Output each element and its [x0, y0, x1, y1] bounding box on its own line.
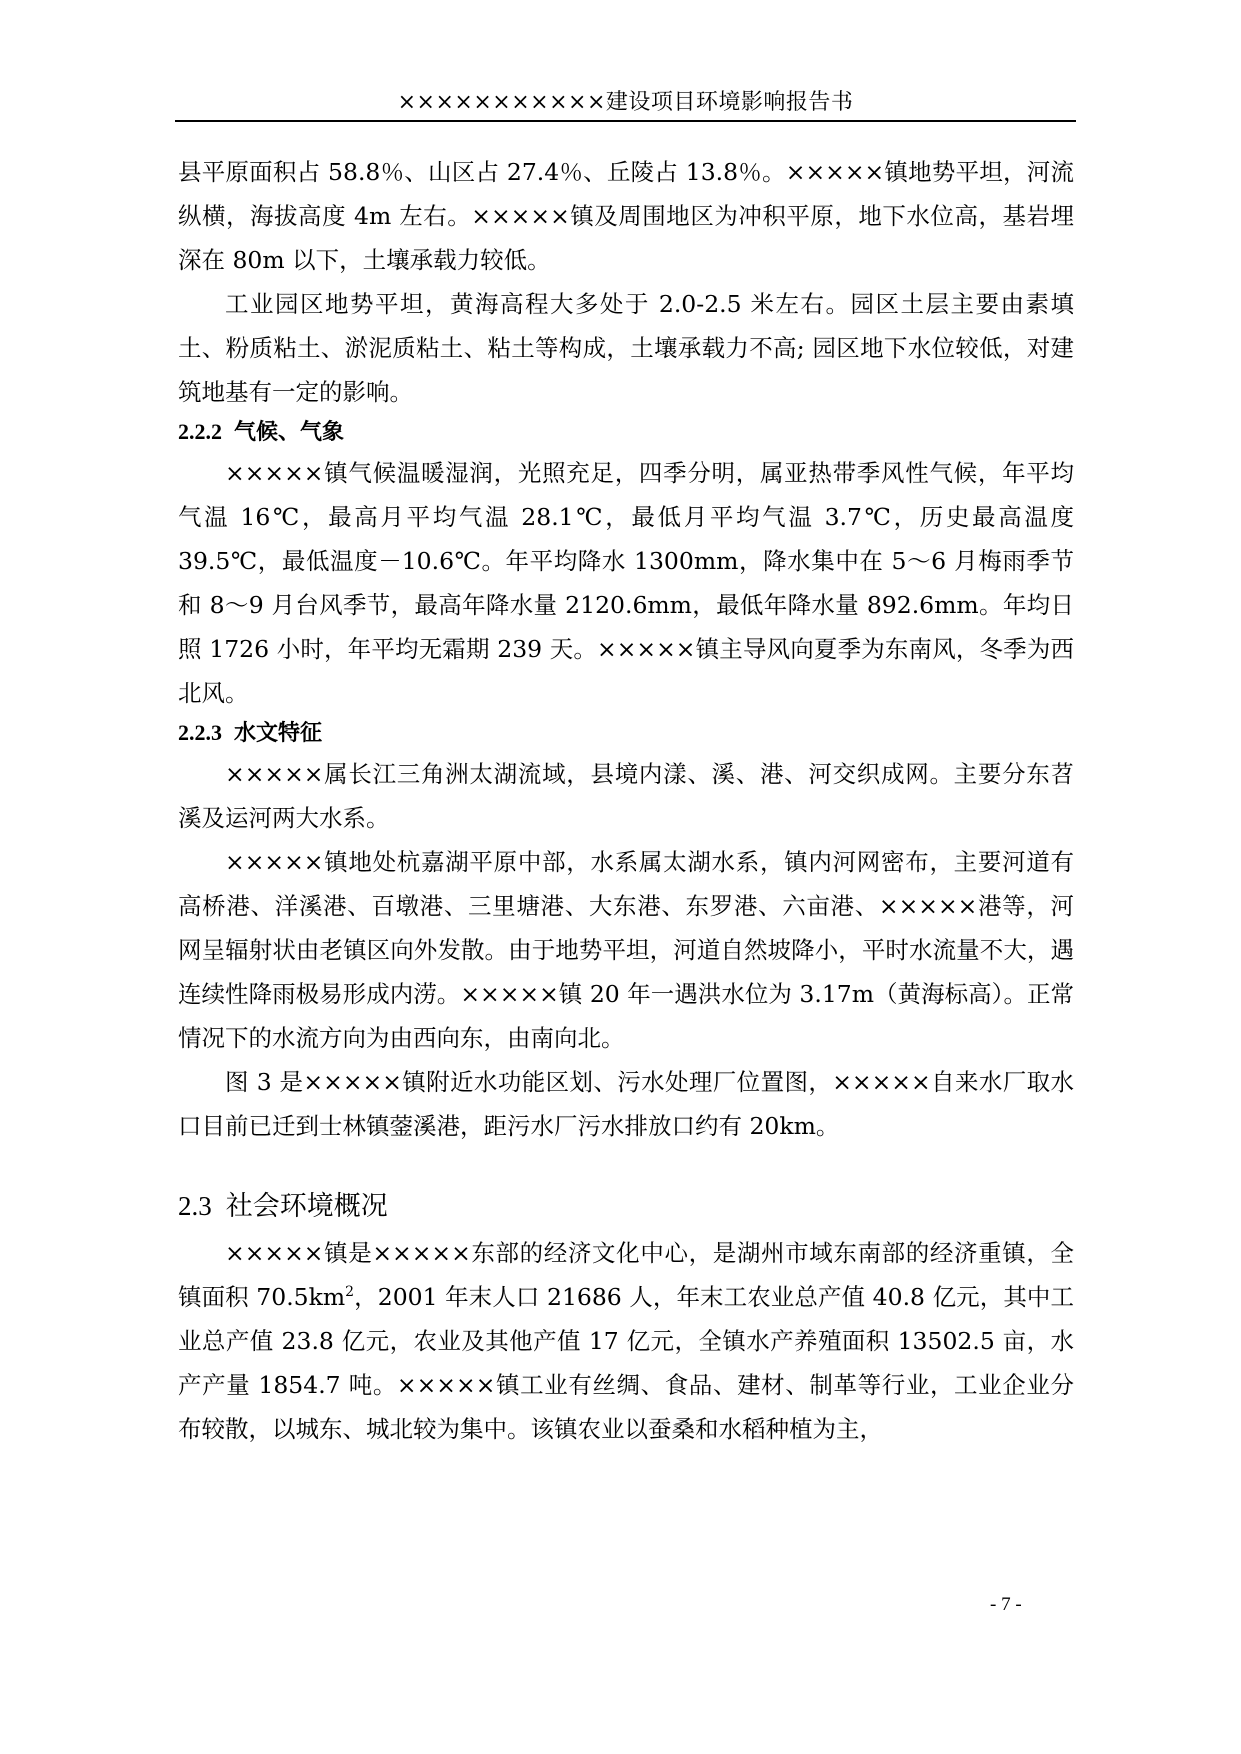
paragraph-social-part2: ，2001 年末人口 21686 人，年末工农业总产值 40.8 亿元，其中工业总产值 23.8 亿元，农业及其他产值 17 亿元，全镇水产养殖面积 13502.5 亩，水产产量 1854.7 吨。×××××镇工业有丝绸、食品、建材、制革等行业，工业企业分布较散，以城东、城北较为集中。该镇农业以蚕桑和水稻种植为主，	[178, 1283, 1074, 1443]
paragraph-hydrology-2: ×××××镇地处杭嘉湖平原中部，水系属太湖水系，镇内河网密布，主要河道有高桥港、洋溪港、百墩港、三里塘港、大东港、东罗港、六亩港、×××××港等，河网呈辐射状由老镇区向外发散。由于地势平坦，河道自然坡降小，平时水流量不大，遇连续性降雨极易形成内涝。×××××镇 20 年一遇洪水位为 3.17m（黄海标高）。正常情况下的水流方向为由西向东，由南向北。	[178, 848, 1074, 1052]
section-number: 2.3	[178, 1191, 212, 1221]
section-number: 2.2.2	[178, 419, 222, 444]
section-title: 水文特征	[234, 721, 323, 746]
paragraph-social-part1: ×××××镇是×××××东部的经济文化中心，是湖州市域东南部的经济重镇，全镇面积 70.5km	[178, 1239, 1074, 1311]
superscript-2: 2	[345, 1284, 355, 1301]
paragraph-terrain: 县平原面积占 58.8％、山区占 27.4％、丘陵占 13.8％。×××××镇地势平坦，河流纵横，海拔高度 4m 左右。×××××镇及周围地区为冲积平原，地下水位高，基岩埋深在 80m 以下，土壤承载力较低。	[178, 158, 1074, 274]
page-content	[178, 150, 1074, 1451]
section-number: 2.2.3	[178, 720, 222, 745]
page-number: - 7 -	[990, 1594, 1022, 1615]
section-heading-hydrology	[178, 715, 1074, 752]
section-heading-climate	[178, 414, 1074, 451]
section-heading-social	[178, 1186, 1074, 1227]
paragraph-social	[178, 1231, 1074, 1451]
paragraph-climate: ×××××镇气候温暖湿润，光照充足，四季分明，属亚热带季风性气候，年平均气温 16℃，最高月平均气温 28.1℃，最低月平均气温 3.7℃，历史最高温度 39.5℃，最低温度－10.6℃。年平均降水 1300mm，降水集中在 5～6 月梅雨季节和 8～9 月台风季节，最高年降水量 2120.6mm，最低年降水量 892.6mm。年均日照 1726 小时，年平均无霜期 239 天。×××××镇主导风向夏季为东南风，冬季为西北风。	[178, 459, 1074, 707]
section-title: 社会环境概况	[225, 1191, 388, 1222]
section-title: 气候、气象	[234, 420, 345, 445]
paragraph-industrial-park: 工业园区地势平坦，黄海高程大多处于 2.0-2.5 米左右。园区土层主要由素填土、粉质粘土、淤泥质粘土、粘土等构成，土壤承载力不高; 园区地下水位较低，对建筑地基有一定的影响。	[178, 290, 1074, 406]
page-header: ×××××××××××建设项目环境影响报告书	[175, 86, 1076, 122]
paragraph-hydrology-3: 图 3 是×××××镇附近水功能区划、污水处理厂位置图，×××××自来水厂取水口目前已迁到士林镇蓥溪港，距污水厂污水排放口约有 20km。	[178, 1068, 1074, 1140]
paragraph-hydrology-1: ×××××属长江三角洲太湖流域，县境内漾、溪、港、河交织成网。主要分东苕溪及运河两大水系。	[178, 760, 1074, 832]
